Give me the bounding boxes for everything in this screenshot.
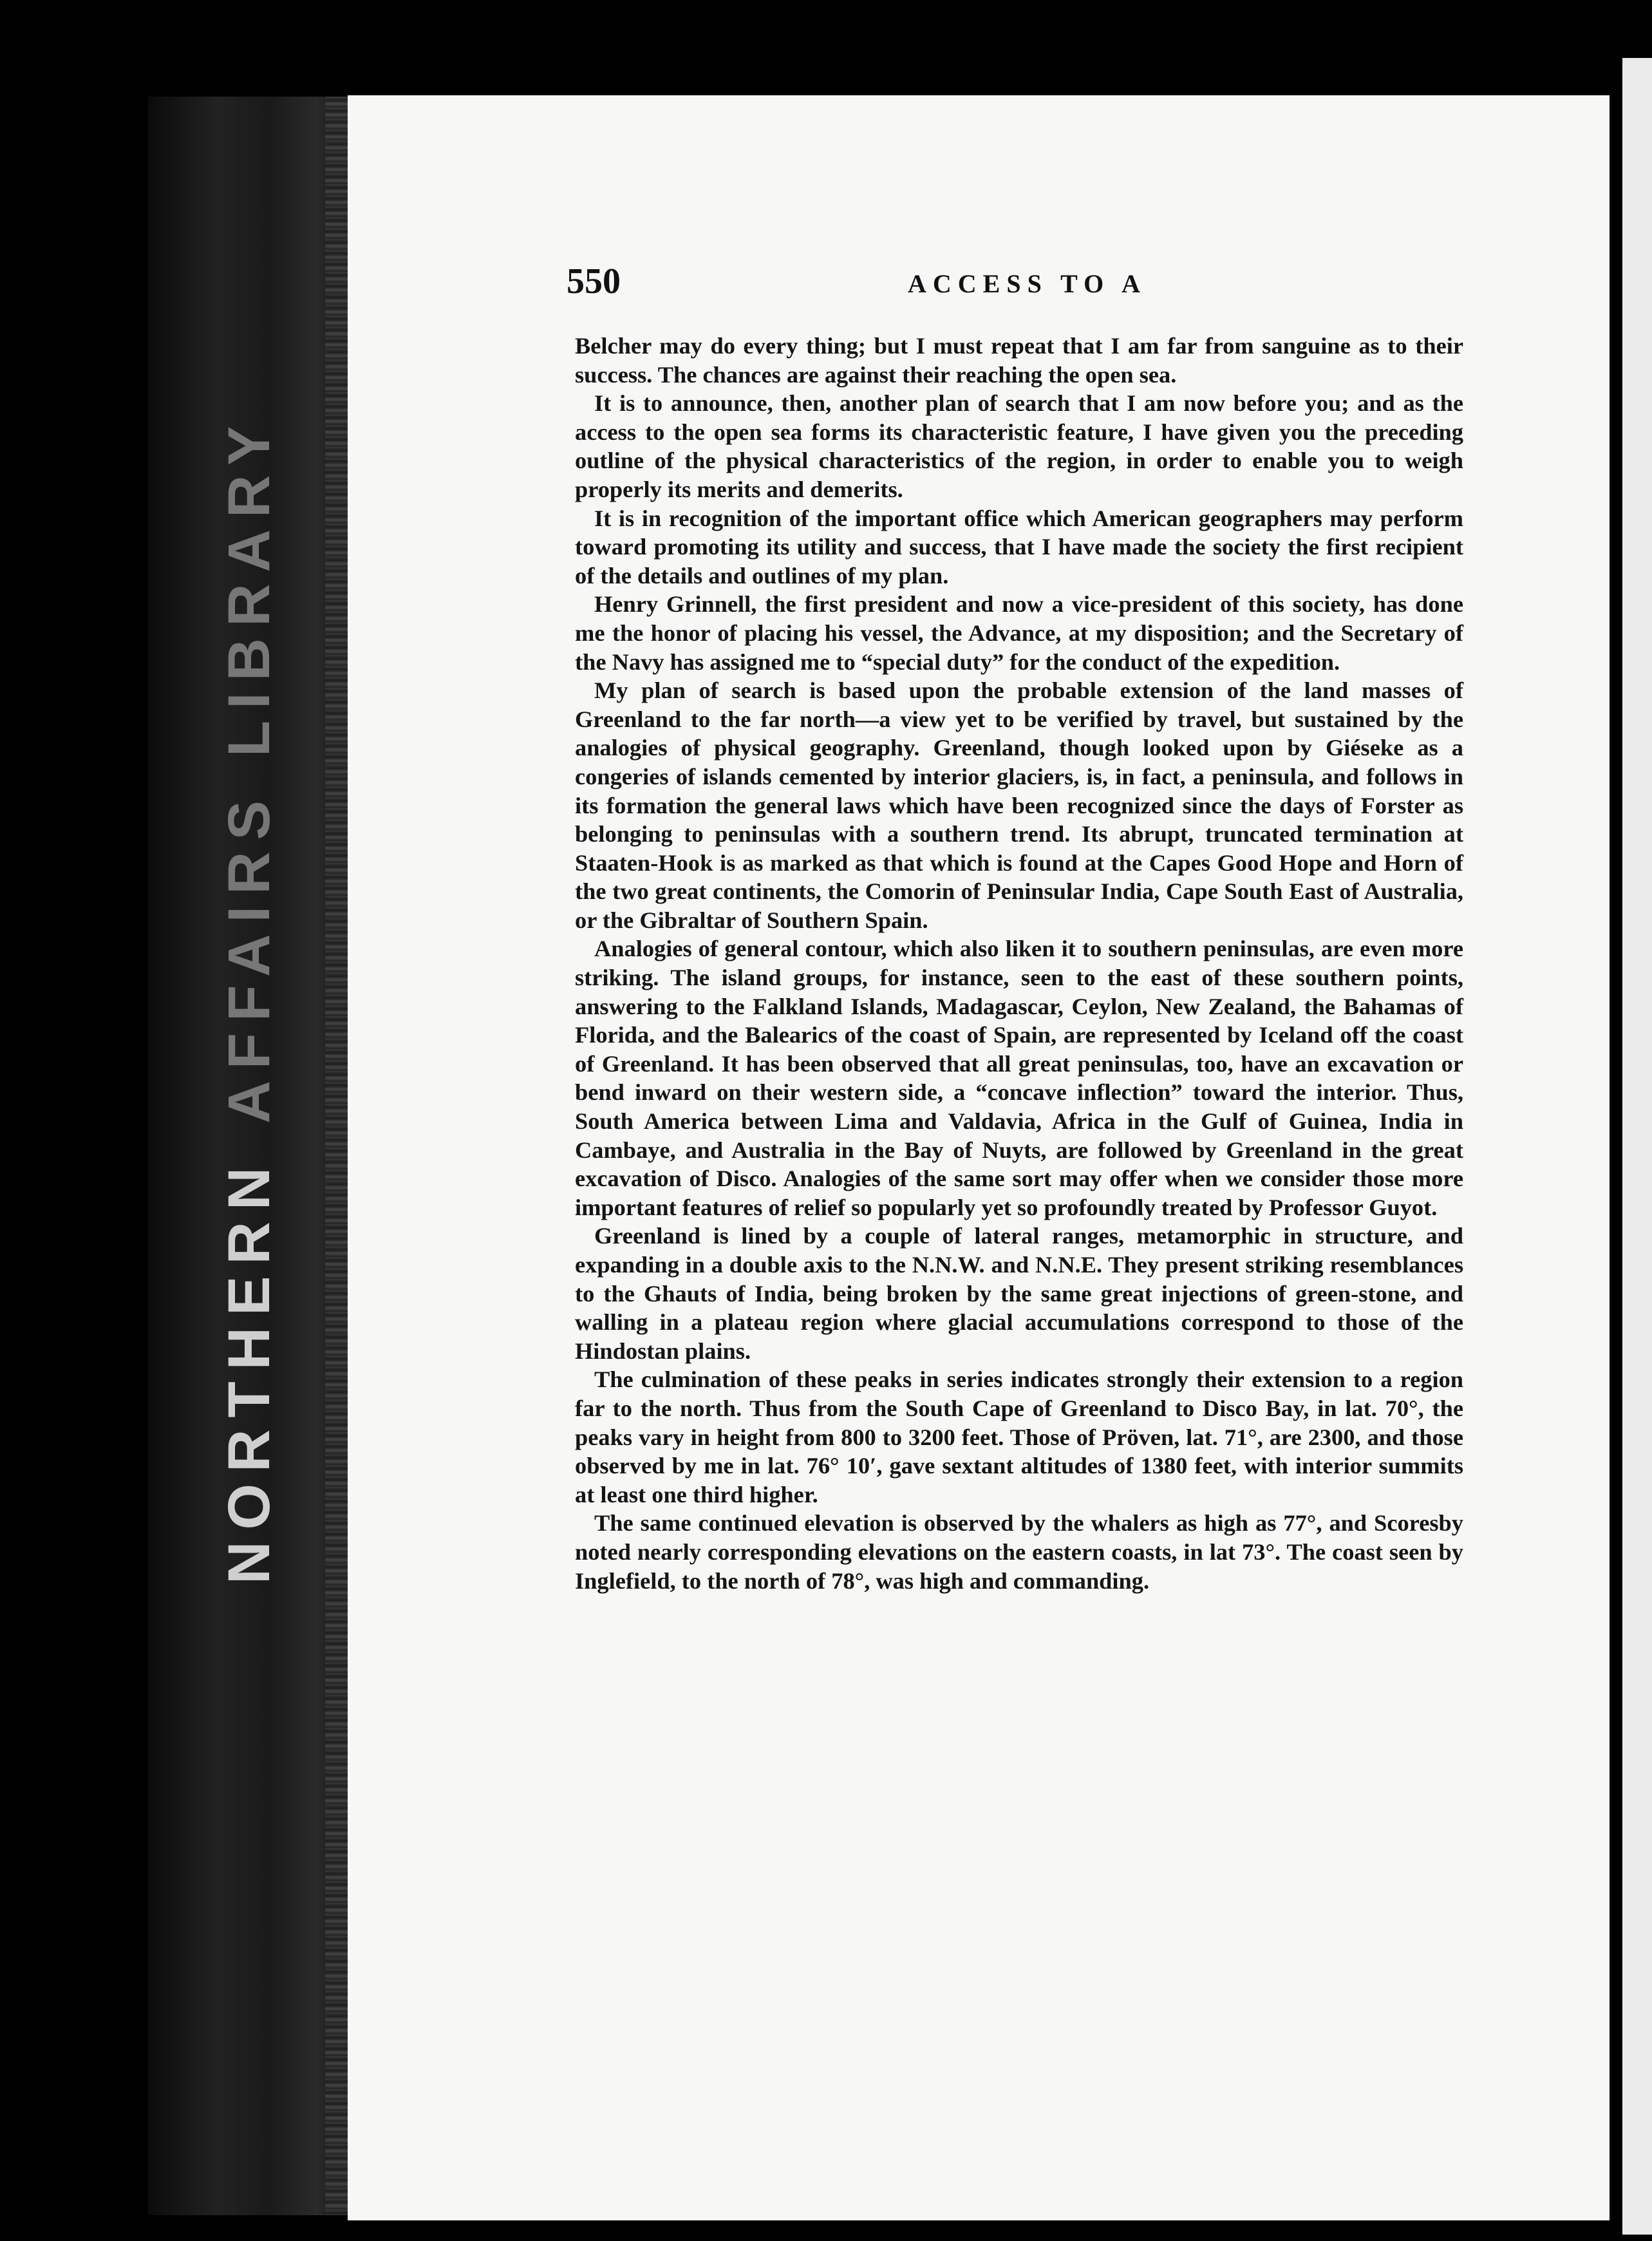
paragraph: It is to announce, then, another plan of search that I am now before you; and as the access to the open sea forms its characteristic feature, I have given you the preceding outline of the physical characteristics of the region, in order to enable you to weigh properly its merits and demerits. <box>575 390 1463 502</box>
page-header <box>567 261 1481 312</box>
page-stack-edge <box>325 97 351 2215</box>
paragraph: It is in recognition of the important office which American geographers may perform toward promoting its utility and success, that I have made the society the first recipient of the details and outlines of my plan. <box>575 505 1463 589</box>
paragraph: The culmination of these peaks in series indicates strongly their extension to a region far to the north. Thus from the South Cape of Greenland to Disco Bay, in lat. 70°, the peaks vary in height from 800 to 3200 feet. Those of Pröven, lat. 71°, are 2300, and those observed by me in lat. 76° 10′, gave sextant altitudes of 1380 feet, with interior summits at least one third higher. <box>575 1366 1463 1508</box>
stamp-word-affairs: AFFAIRS <box>216 789 282 1124</box>
paragraph: Greenland is lined by a couple of lateral ranges, metamorphic in structure, and expanding in a double axis to the N.N.W. and N.N.E. They present striking resemblances to the Ghauts of India, being broken by the same great injections of green-stone, and walling in a plateau region where glacial accumulations correspond to those of the Hindostan plains. <box>575 1223 1463 1364</box>
paragraph: My plan of search is based upon the probable extension of the land masses of Greenland to the far north—a view yet to be verified by travel, but sustained by the analogies of physical geography. Greenland, though looked upon by Giéseke as a congeries of islands cemented by interior glaciers, is, in fact, a peninsula, and follows in its formation the general laws which have been recognized since the days of Forster as belonging to peninsulas with a southern trend. Its abrupt, truncated termination at Staaten-Hook is as marked as that which is found at the Capes Good Hope and Horn of the two great continents, the Comorin of Peninsular India, Cape South East of Australia, or the Gibraltar of Southern Spain. <box>575 677 1463 933</box>
library-stamp <box>216 415 283 1584</box>
paragraph: Belcher may do every thing; but I must repeat that I am far from sanguine as to their success. The chances are against their reaching the open sea. <box>575 333 1463 388</box>
running-head: ACCESS TO A <box>908 269 1147 298</box>
page-number: 550 <box>567 261 621 301</box>
paragraph: Henry Grinnell, the first president and now a vice-president of this society, has done me the honor of placing his vessel, the Advance, at my disposition; and the Secretary of the Navy has assigned me to “special duty” for the conduct of the expedition. <box>575 591 1463 675</box>
stamp-word-northern: NORTHERN <box>216 1155 282 1584</box>
next-page-edge <box>1622 58 1652 2235</box>
paragraph: The same continued elevation is observed by the whalers as high as 77°, and Scoresby noted nearly corresponding elevations on the eastern coasts, in lat 73°. The coast seen by Inglefield, to the north of 78°, was high and commanding. <box>575 1510 1463 1594</box>
paragraph: Analogies of general contour, which also liken it to southern peninsulas, are even more striking. The island groups, for instance, seen to the east of these southern points, answering to the Falkland Islands, Madagascar, Ceylon, New Zealand, the Bahamas of Florida, and the Balearics of the coast of Spain, are represented by Iceland off the coast of Greenland. It has been observed that all great peninsulas, too, have an excavation or bend inward on their western side, a “concave inflection” toward the interior. Thus, South America between Lima and Valdavia, Africa in the Gulf of Guinea, India in Cambaye, and Australia in the Bay of Nuyts, are followed by Greenland in the great excavation of Disco. Analogies of the same sort may offer when we consider those more important features of relief so popularly yet so profoundly treated by Professor Guyot. <box>575 936 1463 1220</box>
stamp-word-library: LIBRARY <box>216 414 282 757</box>
body-text <box>575 332 1463 1595</box>
